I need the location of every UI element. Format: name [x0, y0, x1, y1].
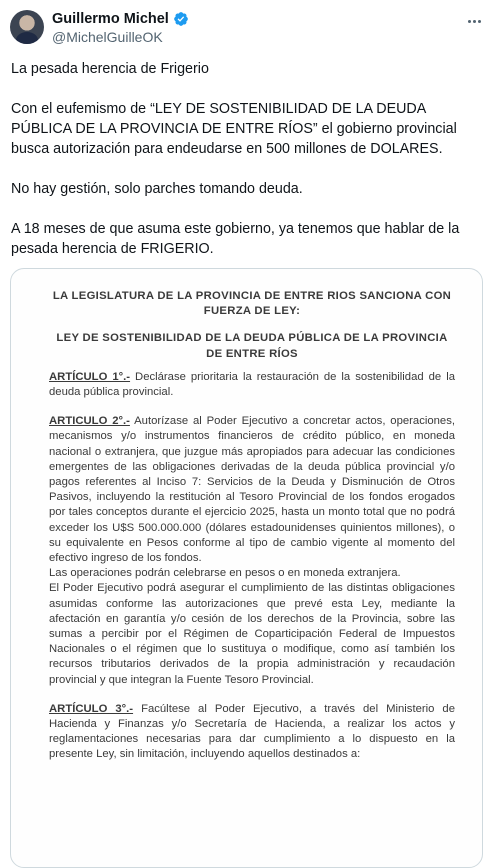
tweet-paragraph: La pesada herencia de Frigerio — [11, 61, 209, 77]
tweet-paragraph: No hay gestión, solo parches tomando deuda. — [11, 181, 303, 197]
article-3-label: ARTÍCULO 3°.- — [49, 702, 134, 715]
article-2 — [49, 414, 455, 566]
avatar[interactable] — [10, 10, 44, 44]
article-3 — [49, 702, 455, 763]
verified-badge-icon — [173, 11, 189, 27]
article-2-text: Autorízase al Poder Ejecutivo a concretar actos, operaciones, mecanismos y/o instrumentos financieros de crédito público, en moneda nacional o extranjera, que juzgue más apropiados para adecuar las condiciones emergentes de las obligaciones derivadas de la deuda pública provincial y/o pagos referentes al Inciso 7: Servicios de la Deuda y Disminución de Otros Pasivos, incluyendo la restitución al Tesoro Provincial de los fondos erogados por tales conceptos durante el ejercicio 2025, hasta un monto total que no podrá exceder los U$S 500.000.000 (dólares estadounidenses quinientos millones), o su equivalente en Pesos conforme al tipo de cambio vigente al momento del efectivo ingreso de los fondos. — [49, 415, 455, 565]
article-2-label: ARTICULO 2°.- — [49, 415, 130, 428]
attached-document-image[interactable] — [10, 268, 483, 868]
more-options-icon[interactable] — [463, 12, 485, 30]
article-1 — [49, 370, 455, 400]
document-subheading: LEY DE SOSTENIBILIDAD DE LA DEUDA PÚBLICA DE LA PROVINCIA DE ENTRE RÍOS — [56, 332, 448, 360]
author-name-row — [52, 10, 189, 28]
article-3-text: Facúltese al Poder Ejecutivo, a través del Ministerio de Hacienda y Finanzas y/o Secretaría de Hacienda, a realizar los actos y reglamentaciones necesarias para dar cumplimiento a lo dispuesto en la presente Ley, sin limitación, incluyendo aquellos destinados a: — [49, 702, 455, 761]
tweet-header — [0, 0, 493, 56]
document-page — [49, 289, 455, 777]
tweet-text — [11, 59, 487, 279]
article-1-text: Declárase prioritaria la restauración de la sostenibilidad de la deuda pública provincial. — [49, 370, 455, 399]
tweet-paragraph: Con el eufemismo de “LEY DE SOSTENIBILIDAD DE LA DEUDA PÚBLICA DE LA PROVINCIA DE ENTRE RÍOS” el gobierno provincial busca autorización para endeudarse en 500 millones de DOLARES. — [11, 101, 457, 157]
document-heading: LA LEGISLATURA DE LA PROVINCIA DE ENTRE RIOS SANCIONA CON FUERZA DE LEY: — [52, 290, 452, 318]
author-display-name[interactable]: Guillermo Michel — [52, 11, 169, 27]
article-1-label: ARTÍCULO 1°.- — [49, 370, 131, 383]
article-2-paragraph: Las operaciones podrán celebrarse en pesos o en moneda extranjera. — [49, 567, 401, 580]
tweet-paragraph: A 18 meses de que asuma este gobierno, ya tenemos que hablar de la pesada herencia de FRIGERIO. — [11, 221, 460, 257]
article-2-paragraph: El Poder Ejecutivo podrá asegurar el cumplimiento de las distintas obligaciones asumidas conforme las autorizaciones que prevé esta Ley, mediante la afectación en garantía y/o cesión de los derechos de la Provincia, sobre las sumas a percibir por el Régimen de Coparticipación Federal de Impuestos Nacionales o el régimen que lo sustituya o modifique, como así también los recursos tributarios derivados de la propia administración y recaudación provincial y que integran la Fuente Tesoro Provincial. — [49, 582, 455, 686]
author-handle[interactable]: @MichelGuilleOK — [52, 29, 163, 45]
